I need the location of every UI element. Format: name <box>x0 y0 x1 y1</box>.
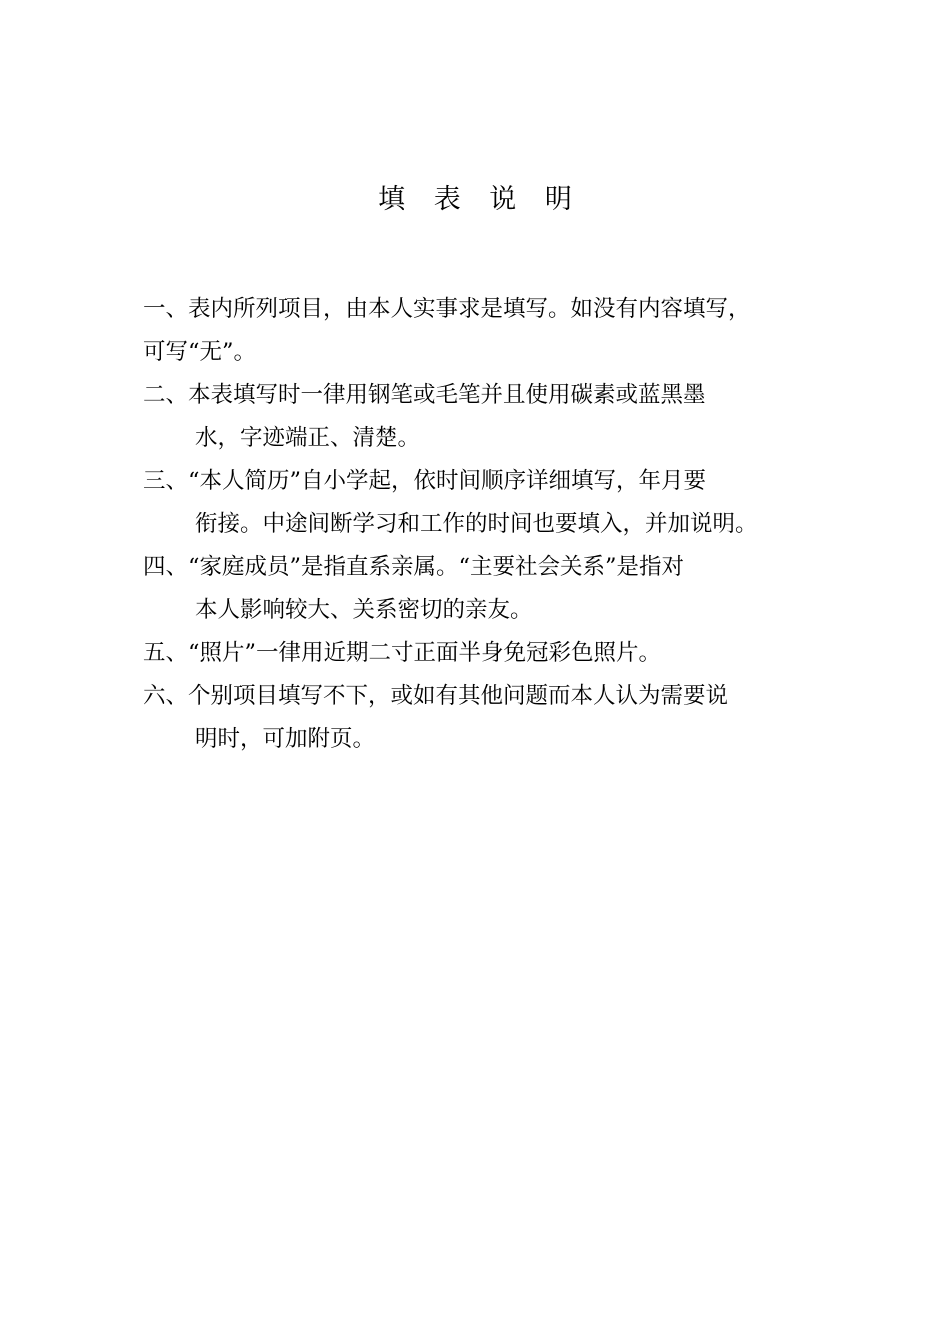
instruction-item-6 <box>143 675 811 761</box>
instruction-3-line-2: 衔接。中途间断学习和工作的时间也要填入，并加说明。 <box>195 511 758 537</box>
instruction-4-line-1: 四、“家庭成员”是指直系亲属。“主要社会关系”是指对 <box>143 554 685 580</box>
instruction-item-4 <box>143 546 811 632</box>
instruction-1-line-2: 可写“无”。 <box>143 339 257 365</box>
instruction-6-line-1: 六、个别项目填写不下，或如有其他问题而本人认为需要说 <box>143 683 729 709</box>
instruction-1-line-1: 一、表内所列项目，由本人实事求是填写。如没有内容填写， <box>143 296 751 322</box>
instruction-2-line-1: 二、本表填写时一律用钢笔或毛笔并且使用碳素或蓝黑墨 <box>143 382 706 408</box>
instruction-2-line-2: 水，字迹端正、清楚。 <box>195 425 421 451</box>
instruction-3-line-1: 三、“本人简历”自小学起，依时间顺序详细填写，年月要 <box>143 468 707 494</box>
instruction-item-5 <box>143 632 811 675</box>
instruction-item-3 <box>143 460 811 546</box>
instruction-6-line-2: 明时，可加附页。 <box>195 726 376 752</box>
page-title: 填 表 说 明 <box>378 184 582 215</box>
instruction-4-line-2: 本人影响较大、关系密切的亲友。 <box>195 597 533 623</box>
instruction-list <box>143 288 811 761</box>
instruction-item-2 <box>143 374 811 460</box>
instruction-item-1 <box>143 288 811 374</box>
instruction-5-line-1: 五、“照片”一律用近期二寸正面半身免冠彩色照片。 <box>143 640 662 666</box>
